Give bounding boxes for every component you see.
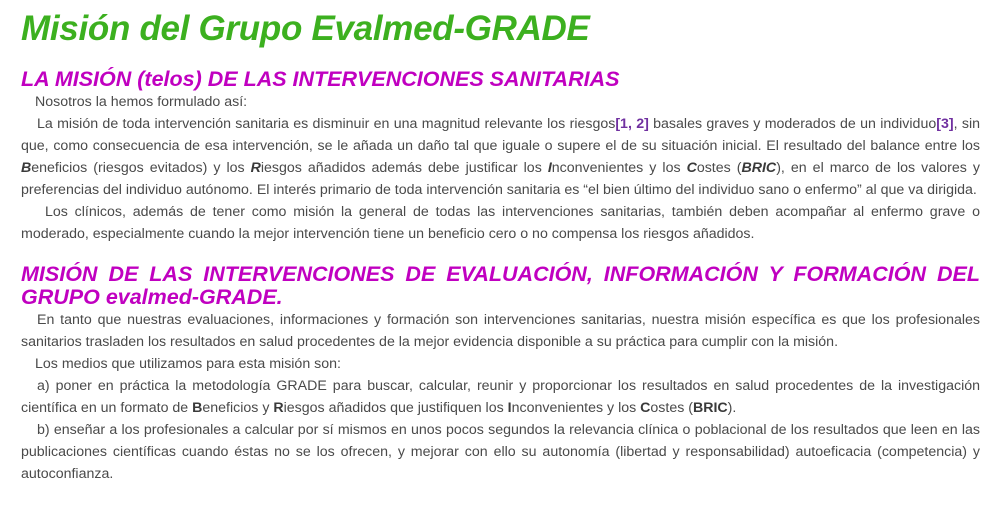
list-item-b: b) enseñar a los profesionales a calcular por sí mismos en unos pocos segundos la relevancia clínica o poblacional de los resultados que leen en las publicaciones científicas cuando éstas no se los ofrecen, y mejorar con ello su autonomía (libertad y responsabilidad) autoeficacia (competencia) y autoconfianza. <box>21 422 980 482</box>
reference-link-3[interactable]: [3] <box>936 116 954 132</box>
paragraph-mision-especifica: En tanto que nuestras evaluaciones, informaciones y formación son intervenciones sanitarias, nuestra misión específica es que los profesionales sanitarios trasladen los resultados en salud procedentes de la mejor evidencia disponible a su práctica para cumplir con la misión. <box>21 312 980 350</box>
list-item-a: a) poner en práctica la metodología GRADE para buscar, calcular, reunir y proporcionar los resultados en salud procedentes de la investigación científica en un formato de Beneficios y Riesgos añadidos que justifiquen los Inconvenientes y los Costes (BRIC). <box>21 378 980 416</box>
section-heading-mision-intervenciones: LA MISIÓN (telos) DE LAS INTERVENCIONES SANITARIAS <box>21 67 620 91</box>
page-title <box>21 6 980 52</box>
title-part-grupo: Grupo Evalmed-GRADE <box>198 9 590 48</box>
section-heading-mision-grupo: MISIÓN DE LAS INTERVENCIONES DE EVALUACIÓN, INFORMACIÓN Y FORMACIÓN DEL GRUPO evalmed-GRADE. <box>21 262 980 309</box>
paragraph-mision-definicion: La misión de toda intervención sanitaria es disminuir en una magnitud relevante los riesgos[1, 2] basales graves y moderados de un individuo[3], sin que, como consecuencia de esa intervención, se le añada un daño tal que iguale o supere el de su situación inicial. El resultado del balance entre los Beneficios (riesgos evitados) y los Riesgos añadidos además debe justificar los Inconvenientes y los Costes (BRIC), en el marco de los valores y preferencias del individuo autónomo. El interés primario de toda intervención sanitaria es “el bien último del individuo sano o enfermo” al que va dirigida. <box>21 116 980 198</box>
reference-link-1-2[interactable]: [1, 2] <box>615 116 649 132</box>
paragraph-intro: Nosotros la hemos formulado así: <box>35 94 248 110</box>
paragraph-medios: Los medios que utilizamos para esta misión son: <box>35 356 341 372</box>
paragraph-clinicos: Los clínicos, además de tener como misión la general de todas las intervenciones sanitarias, también deben acompañar al enfermo grave o moderado, especialmente cuando la mejor intervención tiene un beneficio cero o no compensa los riesgos añadidos. <box>21 204 980 242</box>
title-part-mision: Misión del <box>21 9 199 48</box>
